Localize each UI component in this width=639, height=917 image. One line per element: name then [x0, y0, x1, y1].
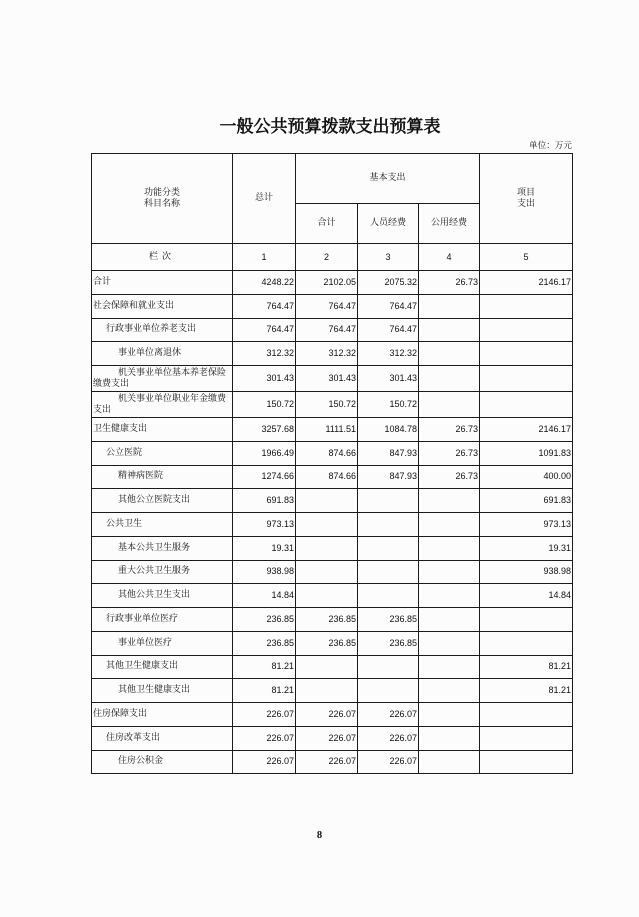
cell-basic-total: [296, 560, 358, 584]
page-number: 8: [316, 830, 323, 841]
subject-name: 事业单位离退休: [92, 342, 233, 366]
cell-public-cost: [419, 703, 480, 727]
cell-total: 973.13: [233, 513, 296, 537]
table-row: [92, 392, 573, 418]
subject-name: 其他公立医院支出: [92, 489, 233, 513]
table-row: [92, 318, 573, 342]
page-title: 一般公共预算拨款支出预算表: [219, 117, 441, 137]
cell-total: 764.47: [233, 318, 296, 342]
cell-public-cost: [419, 392, 480, 418]
subject-name: 其他公共卫生支出: [92, 584, 233, 608]
table-row: [92, 465, 573, 489]
cell-total: 1274.66: [233, 465, 296, 489]
cell-basic-total: 764.47: [296, 318, 358, 342]
cell-project-expenditure: [480, 342, 573, 366]
cell-total: 938.98: [233, 560, 296, 584]
cell-public-cost: [419, 513, 480, 537]
cell-total: 236.85: [233, 631, 296, 655]
cell-personnel-cost: 1084.78: [358, 418, 419, 442]
table-row: [92, 418, 573, 442]
header-subject-line: 科目名称: [143, 198, 180, 209]
subject-name: 合计: [92, 271, 233, 295]
cell-total: 226.07: [233, 703, 296, 727]
cell-public-cost: [419, 726, 480, 750]
cell-total: 4248.22: [233, 271, 296, 295]
subject-name: 精神病医院: [92, 465, 233, 489]
cell-project-expenditure: 81.21: [480, 655, 573, 679]
cell-total: 150.72: [233, 392, 296, 418]
header-personnel-cost: 人员经费: [358, 204, 419, 244]
cell-public-cost: [419, 318, 480, 342]
cell-public-cost: [419, 679, 480, 703]
column-index: 1: [233, 244, 296, 271]
cell-basic-total: 1111.51: [296, 418, 358, 442]
cell-project-expenditure: [480, 631, 573, 655]
cell-public-cost: [419, 560, 480, 584]
cell-project-expenditure: 973.13: [480, 513, 573, 537]
table-row: [92, 342, 573, 366]
cell-public-cost: 26.73: [419, 465, 480, 489]
cell-personnel-cost: 226.07: [358, 726, 419, 750]
header-row: [92, 154, 573, 204]
cell-basic-total: [296, 513, 358, 537]
cell-basic-total: [296, 489, 358, 513]
cell-project-expenditure: 400.00: [480, 465, 573, 489]
cell-basic-total: 236.85: [296, 631, 358, 655]
cell-public-cost: [419, 655, 480, 679]
cell-public-cost: [419, 342, 480, 366]
cell-public-cost: [419, 294, 480, 318]
subject-name: 住房改革支出: [92, 726, 233, 750]
table-row: [92, 536, 573, 560]
subject-name: 事业单位医疗: [92, 631, 233, 655]
cell-total: 3257.68: [233, 418, 296, 442]
table-row: [92, 489, 573, 513]
cell-total: 1966.49: [233, 441, 296, 465]
cell-project-expenditure: 2146.17: [480, 271, 573, 295]
cell-project-expenditure: [480, 726, 573, 750]
table-row: [92, 366, 573, 392]
table-row: [92, 631, 573, 655]
cell-total: 312.32: [233, 342, 296, 366]
header-category-line: 功能分类: [143, 187, 180, 198]
header-basic-total: 合计: [296, 204, 358, 244]
table-row: [92, 608, 573, 632]
cell-public-cost: [419, 584, 480, 608]
cell-basic-total: 874.66: [296, 465, 358, 489]
cell-personnel-cost: 312.32: [358, 342, 419, 366]
subject-name: 住房保障支出: [92, 703, 233, 727]
unit-label: 单位：万元: [529, 141, 572, 151]
cell-project-expenditure: [480, 392, 573, 418]
cell-basic-total: 226.07: [296, 750, 358, 774]
cell-total: 226.07: [233, 726, 296, 750]
column-index: 3: [358, 244, 419, 271]
subject-name: 社会保障和就业支出: [92, 294, 233, 318]
cell-project-expenditure: 19.31: [480, 536, 573, 560]
cell-public-cost: [419, 366, 480, 392]
cell-basic-total: [296, 584, 358, 608]
subject-name: 公共卫生: [92, 513, 233, 537]
cell-personnel-cost: 764.47: [358, 318, 419, 342]
header-project-line: 项目: [517, 187, 536, 198]
column-index-label: 栏次: [92, 244, 233, 271]
cell-personnel-cost: 226.07: [358, 703, 419, 727]
cell-personnel-cost: [358, 489, 419, 513]
cell-personnel-cost: [358, 513, 419, 537]
subject-name: 基本公共卫生服务: [92, 536, 233, 560]
cell-personnel-cost: 2075.32: [358, 271, 419, 295]
cell-public-cost: [419, 489, 480, 513]
cell-total: 226.07: [233, 750, 296, 774]
table-row: [92, 655, 573, 679]
column-index: 5: [480, 244, 573, 271]
cell-public-cost: [419, 608, 480, 632]
header-total: 总计: [233, 154, 296, 244]
cell-personnel-cost: 301.43: [358, 366, 419, 392]
cell-personnel-cost: 764.47: [358, 294, 419, 318]
cell-total: 14.84: [233, 584, 296, 608]
cell-project-expenditure: [480, 750, 573, 774]
header-public-cost: 公用经费: [419, 204, 480, 244]
table-row: [92, 726, 573, 750]
cell-project-expenditure: [480, 294, 573, 318]
cell-project-expenditure: [480, 608, 573, 632]
cell-basic-total: 764.47: [296, 294, 358, 318]
cell-project-expenditure: 691.83: [480, 489, 573, 513]
cell-basic-total: [296, 655, 358, 679]
table-row: [92, 294, 573, 318]
cell-basic-total: 236.85: [296, 608, 358, 632]
cell-total: 691.83: [233, 489, 296, 513]
table-row: [92, 441, 573, 465]
subject-name: 行政事业单位养老支出: [92, 318, 233, 342]
cell-public-cost: 26.73: [419, 418, 480, 442]
table-row: [92, 584, 573, 608]
cell-total: 301.43: [233, 366, 296, 392]
cell-public-cost: [419, 750, 480, 774]
table-row: [92, 560, 573, 584]
subject-name: 其他卫生健康支出: [92, 655, 233, 679]
cell-project-expenditure: 938.98: [480, 560, 573, 584]
cell-basic-total: 312.32: [296, 342, 358, 366]
column-index-row: [92, 244, 573, 271]
cell-basic-total: 226.07: [296, 703, 358, 727]
cell-personnel-cost: 847.93: [358, 465, 419, 489]
cell-project-expenditure: 14.84: [480, 584, 573, 608]
subject-name: 行政事业单位医疗: [92, 608, 233, 632]
cell-basic-total: 2102.05: [296, 271, 358, 295]
cell-basic-total: [296, 536, 358, 560]
cell-personnel-cost: 236.85: [358, 631, 419, 655]
table-row: [92, 703, 573, 727]
cell-basic-total: 301.43: [296, 366, 358, 392]
cell-public-cost: [419, 536, 480, 560]
subject-name: 重大公共卫生服务: [92, 560, 233, 584]
subject-name: 住房公积金: [92, 750, 233, 774]
cell-total: 764.47: [233, 294, 296, 318]
cell-public-cost: [419, 631, 480, 655]
header-expenditure-line: 支出: [517, 198, 536, 209]
cell-total: 81.21: [233, 679, 296, 703]
subject-name: 卫生健康支出: [92, 418, 233, 442]
cell-total: 236.85: [233, 608, 296, 632]
cell-basic-total: 874.66: [296, 441, 358, 465]
cell-basic-total: 150.72: [296, 392, 358, 418]
cell-public-cost: 26.73: [419, 441, 480, 465]
column-index: 4: [419, 244, 480, 271]
subject-name: 公立医院: [92, 441, 233, 465]
cell-project-expenditure: [480, 703, 573, 727]
cell-project-expenditure: 2146.17: [480, 418, 573, 442]
table-row: [92, 750, 573, 774]
header-basic-expenditure: 基本支出: [296, 154, 480, 204]
cell-personnel-cost: [358, 655, 419, 679]
subject-name: 其他卫生健康支出: [92, 679, 233, 703]
cell-personnel-cost: [358, 584, 419, 608]
cell-total: 81.21: [233, 655, 296, 679]
cell-total: 19.31: [233, 536, 296, 560]
subject-name: 机关事业单位基本养老保险缴费支出: [92, 366, 233, 392]
cell-personnel-cost: [358, 560, 419, 584]
subject-name: 机关事业单位职业年金缴费支出: [92, 392, 233, 418]
cell-project-expenditure: 1091.83: [480, 441, 573, 465]
table-row: [92, 271, 573, 295]
cell-personnel-cost: [358, 679, 419, 703]
table-row: [92, 513, 573, 537]
header-category: [92, 154, 233, 244]
cell-basic-total: [296, 679, 358, 703]
cell-personnel-cost: 226.07: [358, 750, 419, 774]
column-index: 2: [296, 244, 358, 271]
cell-public-cost: 26.73: [419, 271, 480, 295]
cell-basic-total: 226.07: [296, 726, 358, 750]
budget-table: [91, 153, 573, 774]
cell-personnel-cost: 236.85: [358, 608, 419, 632]
table-row: [92, 679, 573, 703]
header-project-expenditure: [480, 154, 573, 244]
cell-personnel-cost: 847.93: [358, 441, 419, 465]
cell-project-expenditure: 81.21: [480, 679, 573, 703]
cell-personnel-cost: [358, 536, 419, 560]
cell-project-expenditure: [480, 366, 573, 392]
cell-personnel-cost: 150.72: [358, 392, 419, 418]
cell-project-expenditure: [480, 318, 573, 342]
